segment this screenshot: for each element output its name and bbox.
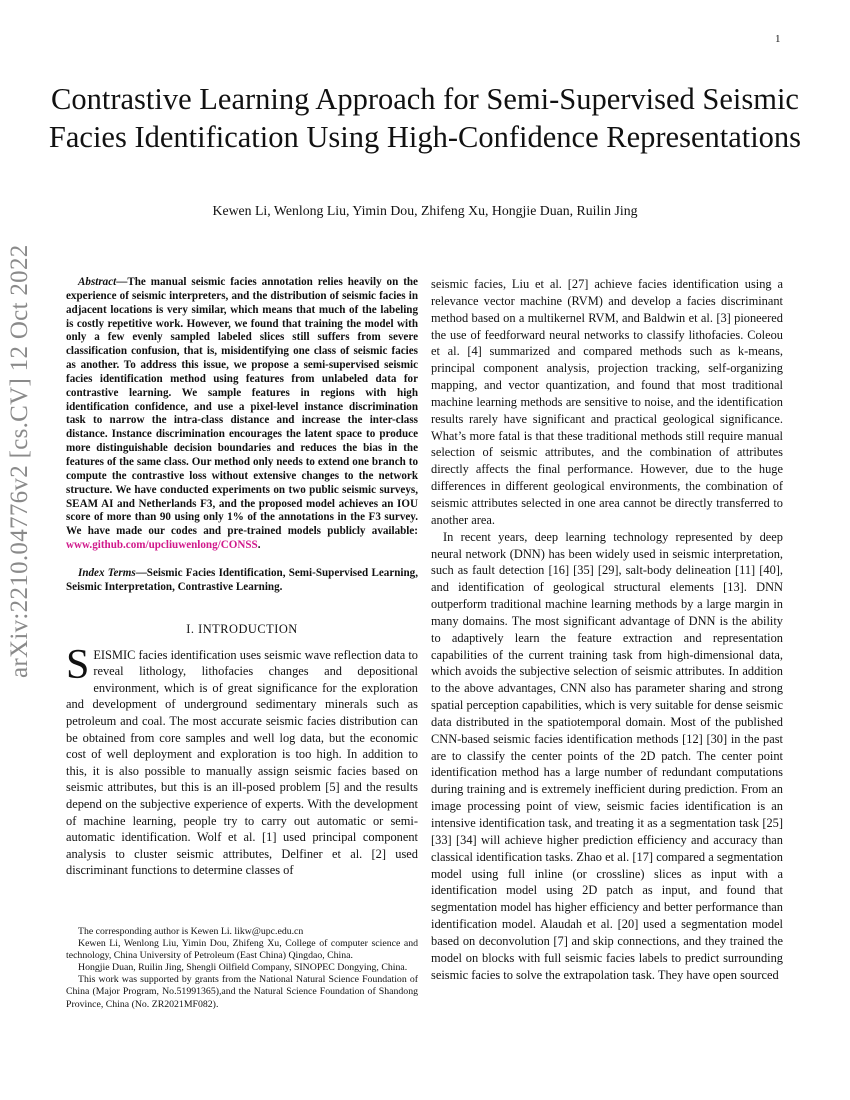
introduction-paragraph xyxy=(66,641,418,879)
body-paragraph: In recent years, deep learning technology represented by deep neural network (DNN) has been widely used in seismic interpretation, such as fault detection [16] [35] [29], salt-body delineation [11] [40], and identification of geological structural elements [13]. DNN outperform traditional machine learning methods by a large margin in many domains. The most significant advantage of DNN is the ability to adaptively learn the feature extraction and representation capabilities of the current training task from high-dimensional data, which avoids the subjective selection of seismic attributes. In addition to the above advantages, CNN also has parameter sharing and strong spatial perception capabilities, which is very suitable for dense seismic data distributed in the spatiotemporal domain. Most of the published CNN-based seismic facies identification methods [12] [30] in the past are to classify the center points of the 2D patch. The center point identification method has a large number of redundant computations during training and is extremely inefficient during prediction. From an image processing point of view, seismic facies identification is an intensive identification task, and treating it as a segmentation task [25] [33] [34] will achieve higher prediction efficiency and accuracy than classical identification tasks. Zhao et al. [17] compared a segmentation model using full inline (or crossline) slices as input with a identification model using 2D patch as input, and found that segmentation model has higher efficiency and better performance than identification model. Alaudah et al. [20] used a segmentation model based on deconvolution [7] and skip connections, and they trained the model on blocks with full seismic facies labels to predict surrounding seismic facies to solve the extrapolation task. They have open sourced xyxy=(431,529,783,982)
code-repository-link[interactable]: www.github.com/upcliuwenlong/CONSS xyxy=(66,539,258,552)
abstract-end: . xyxy=(257,539,261,552)
drop-cap: S xyxy=(66,641,90,688)
author-list: Kewen Li, Wenlong Liu, Yimin Dou, Zhifeng Xu, Hongjie Duan, Ruilin Jing xyxy=(212,203,638,218)
abstract-label: Abstract xyxy=(78,276,117,288)
footnote-affiliation-1: Kewen Li, Wenlong Liu, Yimin Dou, Zhifeng Xu, College of computer science and technology, China University of Petroleum (East China) Qingdao, China. xyxy=(66,938,418,962)
footnote-funding: This work was supported by grants from the National Natural Science Foundation of China (Major Program, No.51991365),and the Natural Science Foundation of Shandong Province, China (No. ZR2021MF082). xyxy=(66,974,418,1010)
introduction-text: EISMIC facies identification uses seismic wave reflection data to reveal lithology, lithofacies changes and depositional environment, which is of great significance for the exploration and development of underground sedimentary minerals such as petroleum and coal. The most accurate seismic facies distribution can be obtained from core samples and well log data, but the economic cost of well deployment and exploration is too high. In addition to this, it is also possible to manually assign seismic facies based on seismic attributes, but this is an ill-posed problem [5] and the results depend on the subjective experience of experts. With the development of machine learning, people try to carry out automatic or semi-automatic identification. Wolf et al. [1] used principal component analysis to cluster seismic attributes, Delfiner et al. [2] used discriminant functions to determine classes of xyxy=(66,647,418,878)
index-terms-text: —Seismic Facies Identification, Semi-Supervised Learning, Seismic Interpretation, Contrastive Learning. xyxy=(66,566,418,593)
paper-title: Contrastive Learning Approach for Semi-Supervised Seismic Facies Identification Using High-Confidence Representations xyxy=(48,82,802,154)
abstract xyxy=(66,276,418,553)
abstract-text: —The manual seismic facies annotation relies heavily on the experience of seismic interpreters, and the distribution of seismic facies in adjacent locations is very similar, which means that much of the labeling is costly repetitive work. However, we found that training the model with only a few evenly sampled labeled slices still suffers from severe classification confusion, that is, misidentifying one class of seismic facies as another. To address this issue, we propose a semi-supervised seismic facies identification method using features from unlabeled data for contrastive learning. We sample features in regions with high identification confidence, and use a pixel-level instance discrimination task to narrow the intra-class distance and increase the inter-class distance. Instance discrimination encourages the latent space to produce more distinguishable decision boundaries and reduces the bias in the features of the same class. Our method only needs to extend one branch to compute the contrastive loss without extensive changes to the network structure. We have conducted experiments on two public seismic surveys, SEAM AI and Netherlands F3, and the proposed model achieves an IOU score of more than 90 using only 1% of the annotations in the F3 survey. We have made our codes and pre-trained models publicly available: xyxy=(66,276,418,538)
arxiv-identifier: arXiv:2210.04776v2 [cs.CV] 12 Oct 2022 xyxy=(6,244,33,678)
index-terms xyxy=(66,567,418,595)
right-column xyxy=(431,276,783,983)
section-heading-introduction: I. INTRODUCTION xyxy=(186,621,298,636)
footnote-affiliation-2: Hongjie Duan, Ruilin Jing, Shengli Oilfield Company, SINOPEC Dongying, China. xyxy=(78,962,408,974)
footnotes xyxy=(66,926,418,1011)
index-terms-label: Index Terms xyxy=(78,566,136,579)
left-column xyxy=(66,276,418,879)
body-paragraph: seismic facies, Liu et al. [27] achieve facies identification using a relevance vector machine (RVM) and develop a facies discriminant method based on a multikernel RVM, and Baldwin et al. [3] pioneered the use of feedforward neural networks to classify lithofacies. Coleou et al. [4] summarized and compared methods such as k-means, principal component analysis, projection tracking, self-organizing mapping, and vector quantization, and found that most traditional machine learning methods are sensitive to noise, and the identification results rarely have significant and practical geological significance. What’s more fatal is that these traditional methods still require manual selection of seismic attributes, and the combination of attributes directly affects the final performance. However, due to the huge differences in different geological environments, the combination of seismic attributes selected in one area cannot be directly transferred to another area. xyxy=(431,277,783,527)
footnote-corresponding-author: The corresponding author is Kewen Li. likw@upc.edu.cn xyxy=(78,926,304,937)
page-number: 1 xyxy=(775,33,781,45)
